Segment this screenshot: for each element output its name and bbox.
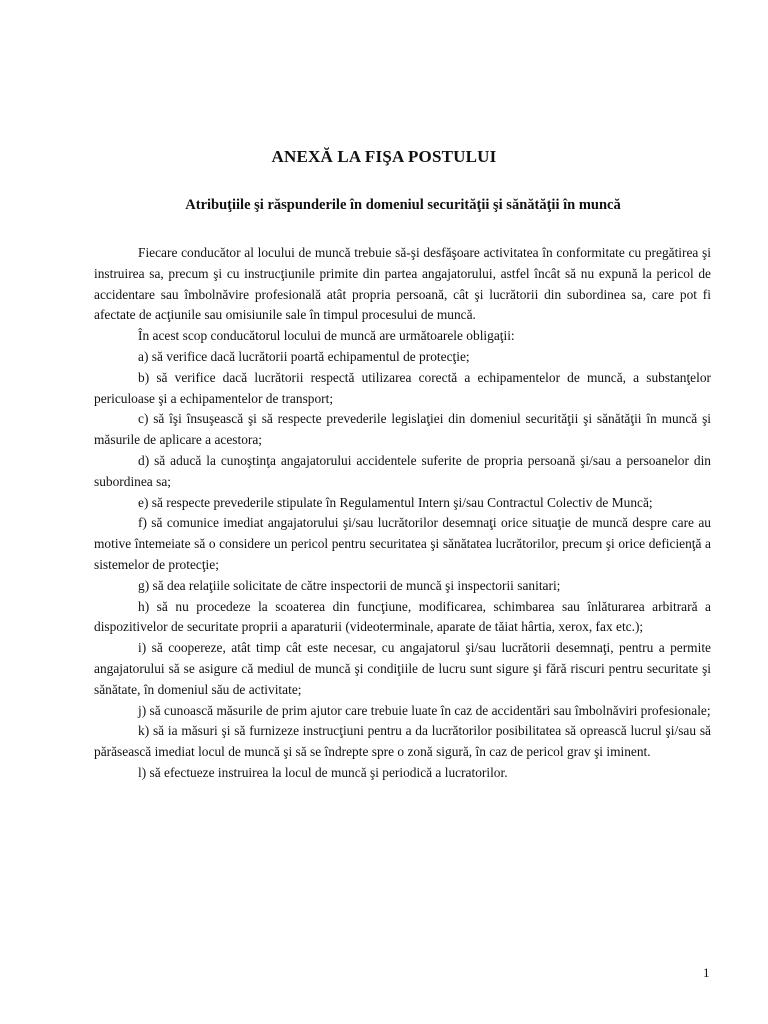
obligation-item: i) să coopereze, atât timp cât este necesar, cu angajatorul şi/sau lucrătorii desemnaţi, pentru a permite angajatorului să se asigure că mediul de muncă şi condiţiile de lucru sunt sigure şi fără riscuri pentru securitate şi sănătate, în domeniul său de activitate; <box>94 640 711 697</box>
document-body <box>94 243 711 784</box>
obligation-item: j) să cunoască măsurile de prim ajutor care trebuie luate în caz de accidentări sau îmbolnăviri profesionale; <box>138 702 711 718</box>
intro-paragraph: Fiecare conducător al locului de muncă trebuie să-şi desfăşoare activitatea în conformitate cu pregătirea şi instruirea sa, precum şi cu instrucţiunile primite din partea angajatorului, astfel încât să nu expună la pericol de accidentare sau îmbolnăvire profesională atât propria persoană, cât şi lucrătorii din subordinea sa, care pot fi afectate de acţiunile sau omisiunile sale în timpul procesului de muncă. <box>94 245 711 323</box>
obligation-item: e) să respecte prevederile stipulate în Regulamentul Intern şi/sau Contractul Colectiv de Muncă; <box>138 494 653 510</box>
obligation-item: a) să verifice dacă lucrătorii poartă echipamentul de protecţie; <box>138 348 470 364</box>
obligation-item: g) să dea relaţiile solicitate de către inspectorii de muncă şi inspectorii sanitari; <box>138 577 561 593</box>
document-title: ANEXĂ LA FIŞA POSTULUI <box>271 147 497 166</box>
obligation-item: b) să verifice dacă lucrătorii respectă utilizarea corectă a echipamentelor de muncă, a substanţelor periculoase şi a echipamentelor de transport; <box>94 369 711 406</box>
obligation-item: f) să comunice imediat angajatorului şi/sau lucrătorilor desemnaţi orice situaţie de muncă despre care au motive întemeiate să o considere un pericol pentru securitatea şi sănătatea lucrătorilor, precum şi orice deficienţă a sistemelor de protecţie; <box>94 515 711 572</box>
document-subtitle: Atribuţiile şi răspunderile în domeniul securităţii şi sănătăţii în muncă <box>185 197 621 213</box>
obligation-item: d) să aducă la cunoştinţa angajatorului accidentele suferite de propria persoană şi/sau a persoanelor din subordinea sa; <box>94 452 711 489</box>
obligations-intro: În acest scop conducătorul locului de muncă are următoarele obligaţii: <box>138 328 515 344</box>
page-number: 1 <box>703 965 710 980</box>
obligation-item: k) să ia măsuri şi să furnizeze instrucţiuni pentru a da lucrătorilor posibilitatea să oprească lucrul şi/sau să părăsească imediat locul de muncă şi să se îndrepte spre o zonă sigură, în caz de pericol grav şi iminent. <box>94 723 711 760</box>
obligation-item: c) să îşi însuşească şi să respecte prevederile legislaţiei din domeniul securităţii şi sănătăţii în muncă şi măsurile de aplicare a acestora; <box>94 411 711 448</box>
obligation-item: l) să efectueze instruirea la locul de muncă şi periodică a lucratorilor. <box>138 764 508 780</box>
obligation-item: h) să nu procedeze la scoaterea din funcţiune, modificarea, schimbarea sau înlăturarea arbitrară a dispozitivelor de securitate proprii a aparaturii (videoterminale, aparate de tăiat hârtia, xerox, fax etc.); <box>94 598 711 635</box>
